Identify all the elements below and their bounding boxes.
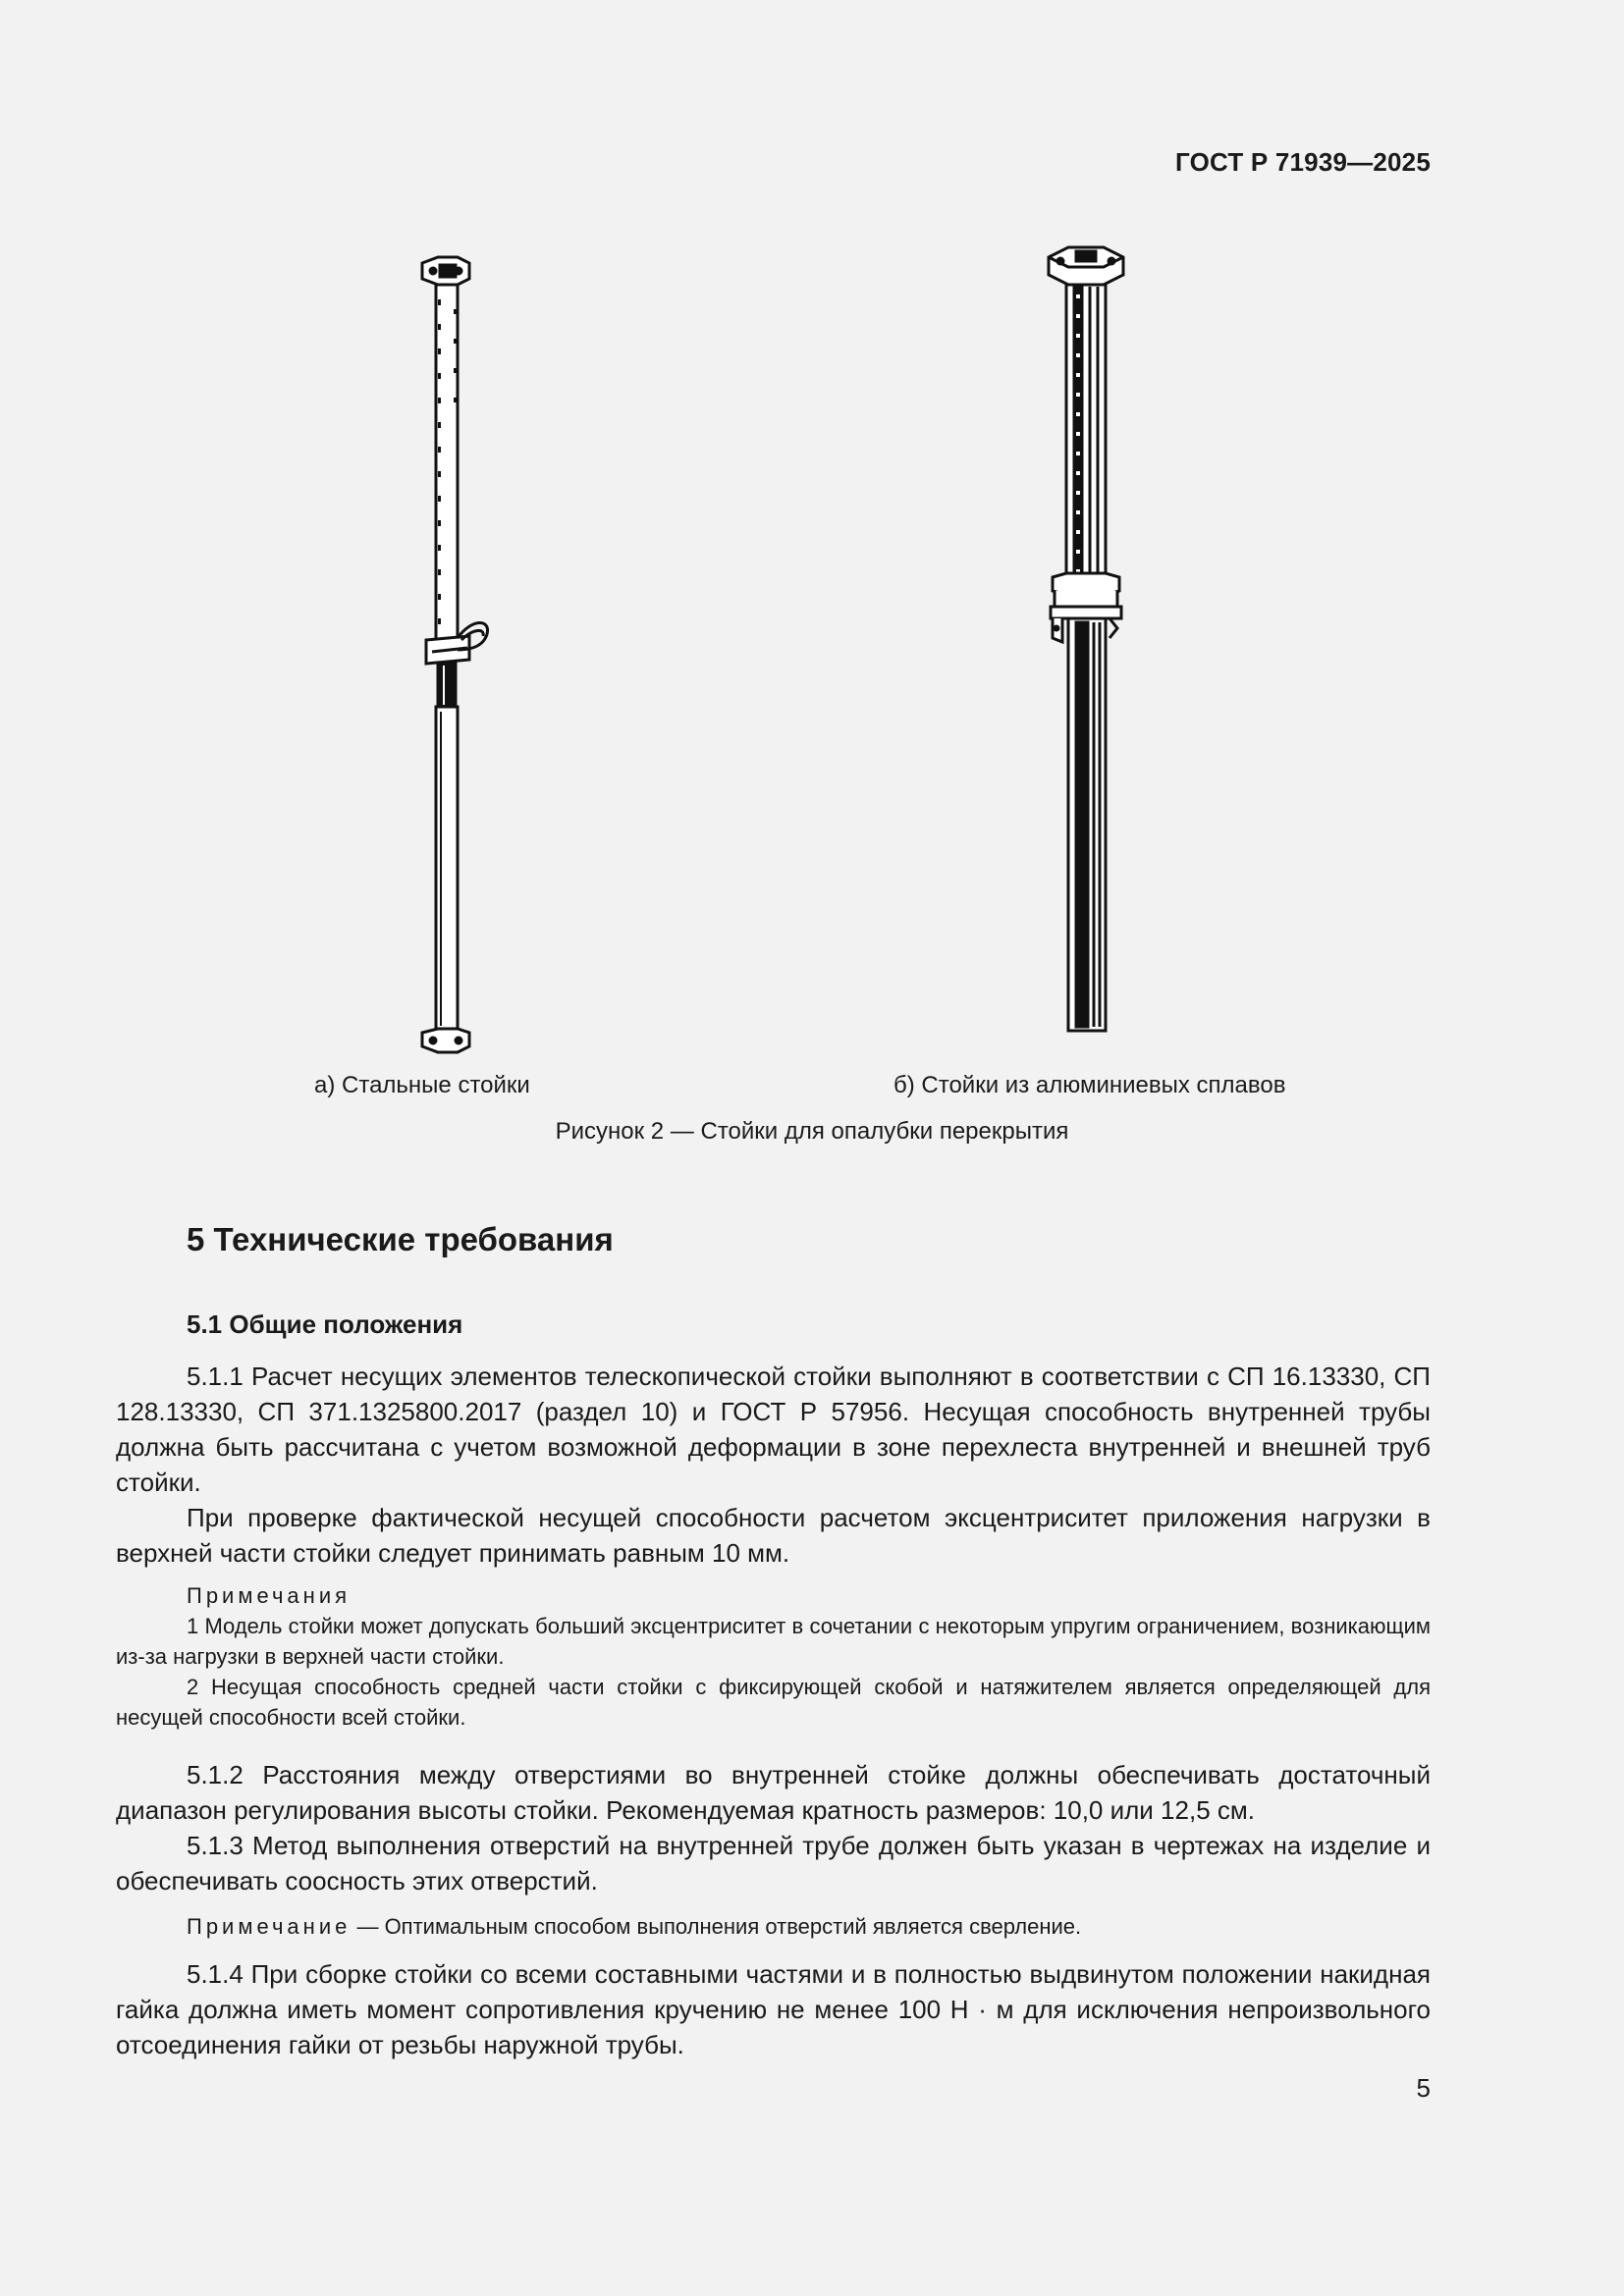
body-text-block-1 [116, 1359, 1431, 1571]
paragraph-5-1-1: 5.1.1 Расчет несущих элементов телескопической стойки выполняют в соответствии с СП 16.13330, СП 128.13330, СП 371.1325800.2017 (раздел 10) и ГОСТ Р 57956. Несущая способность внутренней трубы должна быть рассчитана с учетом возможной деформации в зоне перехлеста внутренней и внешней труб стойки. [116, 1362, 1431, 1497]
aluminium-prop-drawing [1049, 247, 1123, 1031]
figure-sub-caption-a: а) Стальные стойки [314, 1072, 530, 1098]
figure-sub-caption-b: б) Стойки из алюминиевых сплавов [893, 1072, 1286, 1098]
steel-prop-drawing [422, 257, 488, 1052]
body-text-block-2 [116, 1757, 1431, 1898]
page-number: 5 [1416, 2073, 1431, 2103]
body-text-block-3 [116, 1956, 1431, 2062]
paragraph-5-1-2: 5.1.2 Расстояния между отверстиями во внутренней стойке должны обеспечивать достаточный диапазон регулирования высоты стойки. Рекомендуемая кратность размеров: 10,0 или 12,5 см. [116, 1760, 1431, 1825]
notes-block [116, 1580, 1431, 1733]
note-1: 1 Модель стойки может допускать больший эксцентриситет в сочетании с некоторым упругим ограничением, возникающим из-за нагрузки в верхней части стойки. [116, 1614, 1431, 1669]
single-note-text: — Оптимальным способом выполнения отверстий является сверление. [351, 1914, 1082, 1939]
section-title: 5 Технические требования [187, 1221, 614, 1257]
paragraph-5-1-3: 5.1.3 Метод выполнения отверстий на внутренней трубе должен быть указан в чертежах на изделие и обеспечивать соосность этих отверстий. [116, 1831, 1431, 1896]
single-note-label: Примечание [187, 1914, 352, 1939]
single-note [116, 1911, 1431, 1942]
figure-props-drawing [0, 0, 1624, 1070]
notes-label: Примечания [187, 1583, 352, 1608]
document-code-header: ГОСТ Р 71939—2025 [1175, 147, 1431, 177]
paragraph-5-1-4: 5.1.4 При сборке стойки со всеми составными частями и в полностью выдвинутом положении накидная гайка должна иметь момент сопротивления кручению не менее 100 Н · м для исключения непроизвольного отсоединения гайки от резьбы наружной трубы. [116, 1959, 1431, 2059]
figure-caption: Рисунок 2 — Стойки для опалубки перекрытия [555, 1118, 1069, 1145]
note-2: 2 Несущая способность средней части стойки с фиксирующей скобой и натяжителем является определяющей для несущей способности всей стойки. [116, 1675, 1431, 1730]
subsection-title: 5.1 Общие положения [187, 1309, 463, 1339]
paragraph-5-1-1-eccentricity: При проверке фактической несущей способности расчетом эксцентриситет приложения нагрузки в верхней части стойки следует принимать равным 10 мм. [116, 1503, 1431, 1568]
